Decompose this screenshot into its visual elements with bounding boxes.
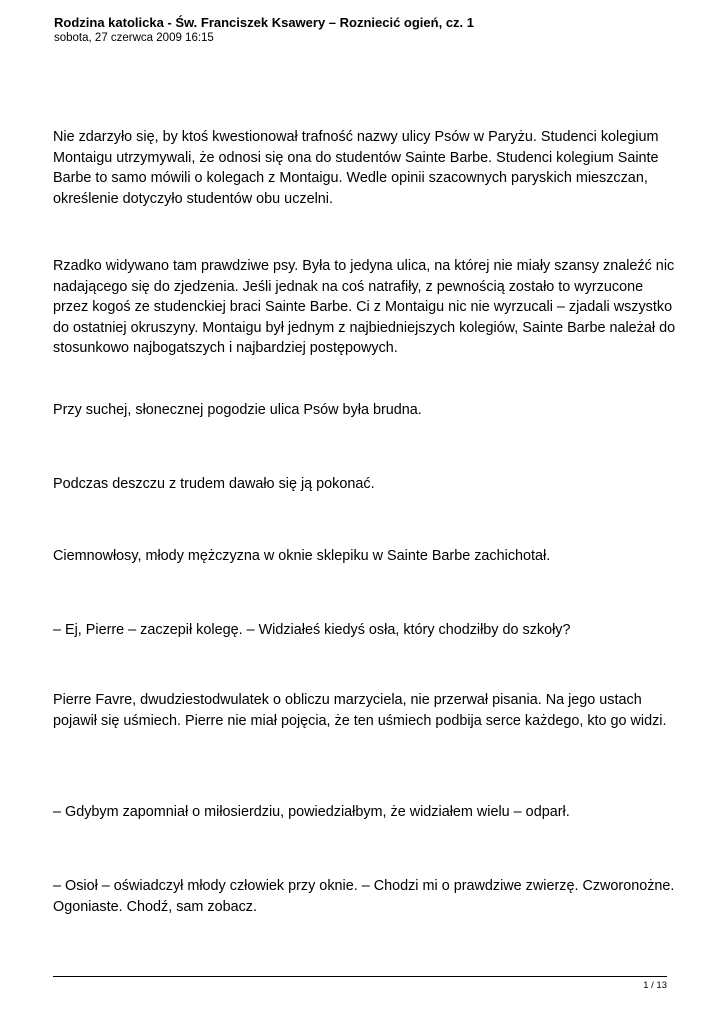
- paragraph-2: Rzadko widywano tam prawdziwe psy. Była to jedyna ulica, na której nie miały szansy znaleźć nic nadającego się do zjedzenia. Jeśli jednak na coś natrafiły, z pewnością zostało to wyrzucone przez kogoś ze studenckiej braci Sainte Barbe. Ci z Montaigu nic nie wyrzucali – zjadali wszystko do ostatniej okruszyny. Montaigu był jednym z najbiedniejszych kolegiów, Sainte Barbe należał do stosunkowo najbogatszych i najbardziej postępowych.: [53, 258, 676, 356]
- paragraph-6: – Ej, Pierre – zaczepił kolegę. – Widziałeś kiedyś osła, który chodziłby do szkoły?: [53, 622, 571, 638]
- paragraph-3: Przy suchej, słonecznej pogodzie ulica Psów była brudna.: [53, 402, 422, 418]
- document-title: Rodzina katolicka - Św. Franciszek Ksawery – Rozniecić ogień, cz. 1: [54, 15, 474, 30]
- paragraph-8: – Gdybym zapomniał o miłosierdziu, powiedziałbym, że widziałem wielu – odparł.: [53, 804, 570, 820]
- paragraph-5: Ciemnowłosy, młody mężczyzna w oknie sklepiku w Sainte Barbe zachichotał.: [53, 548, 551, 564]
- page-header: [54, 15, 685, 46]
- footer-divider: [53, 976, 667, 977]
- paragraph-1: Nie zdarzyło się, by ktoś kwestionował trafność nazwy ulicy Psów w Paryżu. Studenci kolegium Montaigu utrzymywali, że odnosi się ona do studentów Sainte Barbe. Studenci kolegium Sainte Barbe to samo mówili o kolegach z Montaigu. Wedle opinii szacownych paryskich mieszczan, określenie dotyczyło studentów obu uczelni.: [53, 129, 659, 207]
- page-number: 1 / 13: [643, 980, 667, 991]
- document-date: sobota, 27 czerwca 2009 16:15: [54, 32, 214, 44]
- paragraph-7: Pierre Favre, dwudziestodwulatek o obliczu marzyciela, nie przerwał pisania. Na jego ustach pojawił się uśmiech. Pierre nie miał pojęcia, że ten uśmiech podbija serce każdego, kto go widzi.: [53, 692, 667, 729]
- paragraph-4: Podczas deszczu z trudem dawało się ją pokonać.: [53, 476, 375, 492]
- paragraph-9: – Osioł – oświadczył młody człowiek przy oknie. – Chodzi mi o prawdziwe zwierzę. Czworonożne. Ogoniaste. Chodź, sam zobacz.: [53, 878, 675, 915]
